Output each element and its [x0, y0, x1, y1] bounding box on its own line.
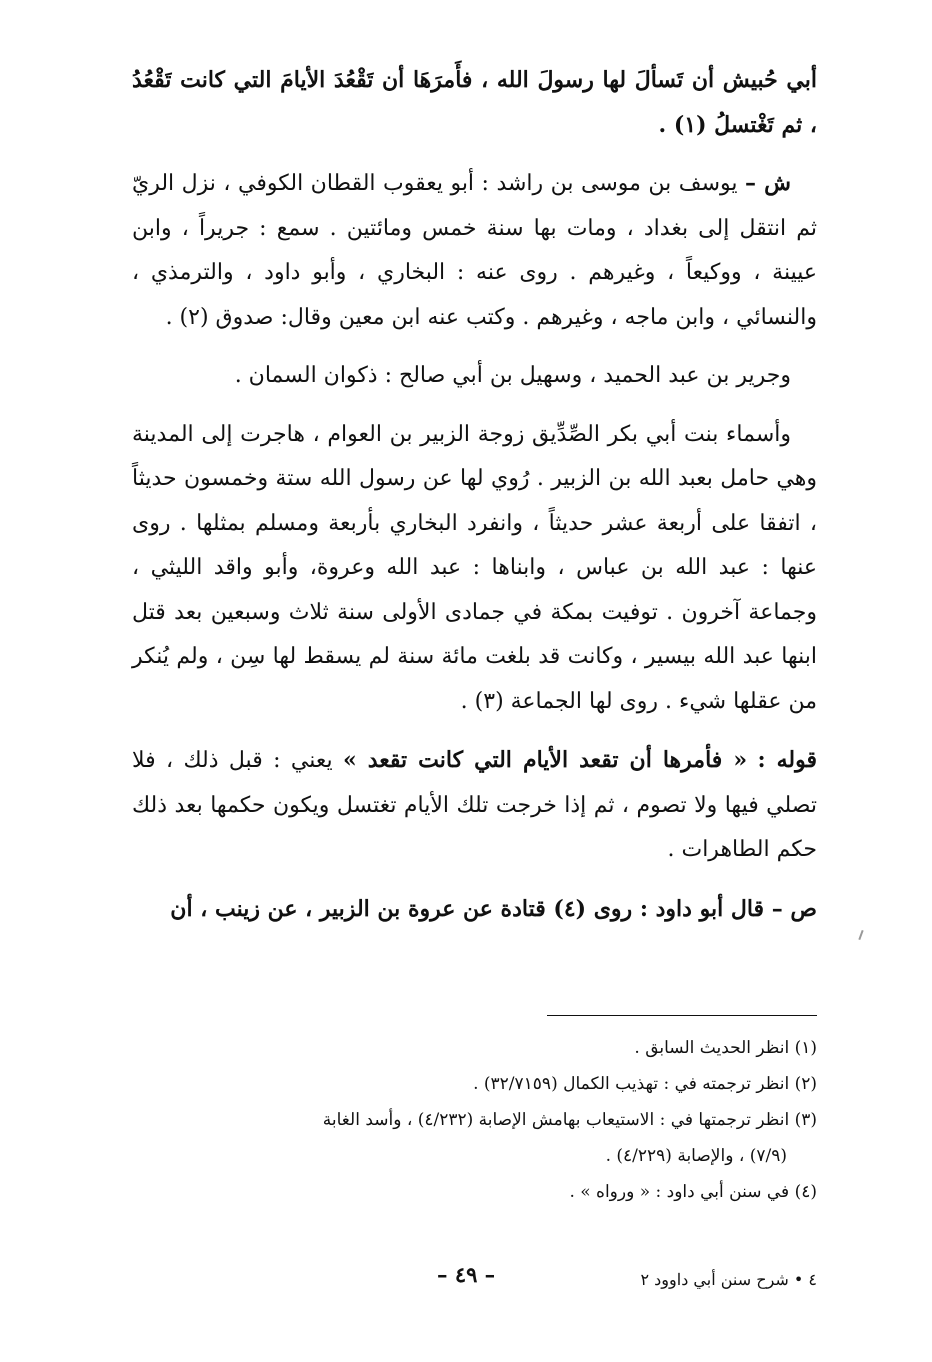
page-number: – ٤٩ – — [437, 1262, 496, 1287]
commentary-text: يعني : قبل ذلك ، فلا تصلي فيها ولا تصوم ، ثم إذا خرجت تلك الأيام تغتسل ويكون حكمها بعد ذلك حكم الطاهرات . — [132, 748, 817, 862]
sharh-marker: ش – — [745, 170, 792, 196]
scan-speck — [858, 930, 863, 940]
footnotes — [132, 1030, 817, 1210]
paragraph-yusuf-text: يوسف بن موسى بن راشد : أبو يعقوب القطان الكوفي ، نزل الريّ ثم انتقل إلى بغداد ، ومات بها سنة خمس ومائتين . سمع : جريراً ، وابن عيينة ، ووكيعاً ، وغيرهم . روى عنه : البخاري ، وأبو داود ، والترمذي ، والنسائي ، وابن ماجه ، وغيرهم . وكتب عنه ابن معين وقال: صدوق (٢) . — [132, 171, 817, 330]
footnote-separator — [547, 1015, 817, 1016]
page-footer — [132, 1262, 817, 1302]
paragraph-hadith-continuation: أبي حُبيش أن تَسألَ لها رسولَ الله ، فأَمرَهَا أن تَقْعُدَ الأيامَ التي كانت تَقْعُدُ ، ثم تَغْتسلُ (١) . — [132, 67, 817, 138]
commentary-lead: قوله : — [757, 747, 817, 773]
running-title: ٤ • شرح سنن أبي داوود ٢ — [640, 1270, 817, 1289]
commentary-quote: « فأمرها أن تقعد الأيام التي كانت تقعد » — [342, 747, 748, 773]
footnote-1: (١) انظر الحديث السابق . — [634, 1038, 817, 1058]
main-text — [132, 58, 817, 945]
paragraph-commentary — [132, 738, 817, 873]
footnote-3: (٣) انظر ترجمتها في : الاستيعاب بهامش الإصابة (٤/٢٣٢) ، وأسد الغابة — [322, 1110, 817, 1130]
footnote-2: (٢) انظر ترجمته في : تهذيب الكمال (٣٢/٧١٥٩) . — [473, 1074, 817, 1094]
footnote-3-continued: (٧/٩) ، والإصابة (٤/٢٢٩) . — [605, 1146, 787, 1166]
paragraph-jarir: وجرير بن عبد الحميد ، وسهيل بن أبي صالح : ذكوان السمان . — [234, 363, 791, 388]
footnote-4: (٤) في سنن أبي داود : « ورواه » . — [569, 1182, 817, 1202]
paragraph-yusuf-bio — [132, 161, 817, 340]
paragraph-next-hadith: ص – قال أبو داود : روى (٤) قتادة عن عروة بن الزبير ، عن زينب ، أن — [170, 895, 817, 922]
paragraph-asma-bio: وأسماء بنت أبي بكر الصِّدِّيق زوجة الزبير بن العوام ، هاجرت إلى المدينة وهي حامل بعبد الله بن الزبير . رُوي لها عن رسول الله ستة وخمسون حديثاً ، اتفقا على أربعة عشر حديثاً ، وانفرد البخاري بأربعة ومسلم بمثلها . روى عنها : عبد الله بن عباس ، وابناها : عبد الله وعروة، وأبو واقد الليثي ، وجماعة آخرون . توفيت بمكة في جمادى الأولى سنة ثلاث وسبعين بعد قتل ابنها عبد الله بيسير ، وكانت قد بلغت مائة سنة لم يسقط لها سِن ، ولم يُنكر من عقلها شيء . روى لها الجماعة (٣) . — [132, 421, 817, 714]
